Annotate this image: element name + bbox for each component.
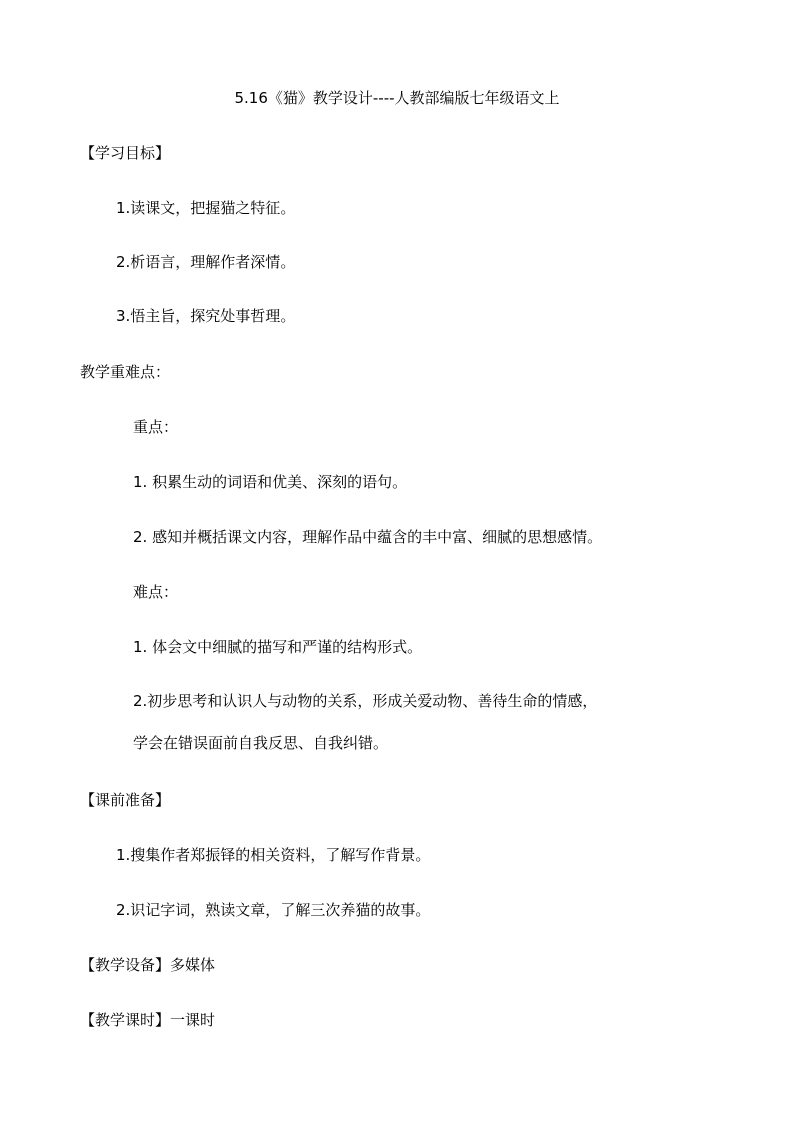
difficulty-item-2: 2.初步思考和认识人与动物的关系，形成关爱动物、善待生命的情感， (133, 692, 598, 710)
focus-item-2: 2. 感知并概括课文内容，理解作品中蕴含的丰中富、细腻的思想感情。 (133, 528, 603, 546)
objectives-heading: 【学习目标】 (80, 144, 171, 162)
page-title: 5.16《猫》教学设计----人教部编版七年级语文上 (234, 89, 560, 107)
period-heading: 【教学课时】 (80, 1011, 171, 1029)
period-value: 一课时 (170, 1011, 216, 1029)
equipment-line (80, 955, 215, 975)
equipment-value: 多媒体 (170, 956, 216, 974)
objective-item-1: 1.读课文，把握猫之特征。 (116, 199, 296, 217)
difficulty-label: 难点： (133, 583, 179, 601)
preparation-heading: 【课前准备】 (80, 791, 171, 809)
objective-item-2: 2.析语言，理解作者深情。 (116, 253, 296, 271)
equipment-heading: 【教学设备】 (80, 956, 171, 974)
difficulty-item-1: 1. 体会文中细腻的描写和严谨的结构形式。 (133, 638, 423, 656)
preparation-item-2: 2.识记字词，熟读文章，了解三次养猫的故事。 (116, 901, 431, 919)
key-points-heading: 教学重难点： (80, 363, 171, 381)
period-line (80, 1010, 215, 1030)
focus-label: 重点： (133, 418, 179, 436)
preparation-item-1: 1.搜集作者郑振铎的相关资料，了解写作背景。 (116, 846, 431, 864)
focus-item-1: 1. 积累生动的词语和优美、深刻的语句。 (133, 473, 408, 491)
difficulty-item-2-continued: 学会在错误面前自我反思、自我纠错。 (133, 734, 389, 752)
objective-item-3: 3.悟主旨，探究处事哲理。 (116, 307, 296, 325)
